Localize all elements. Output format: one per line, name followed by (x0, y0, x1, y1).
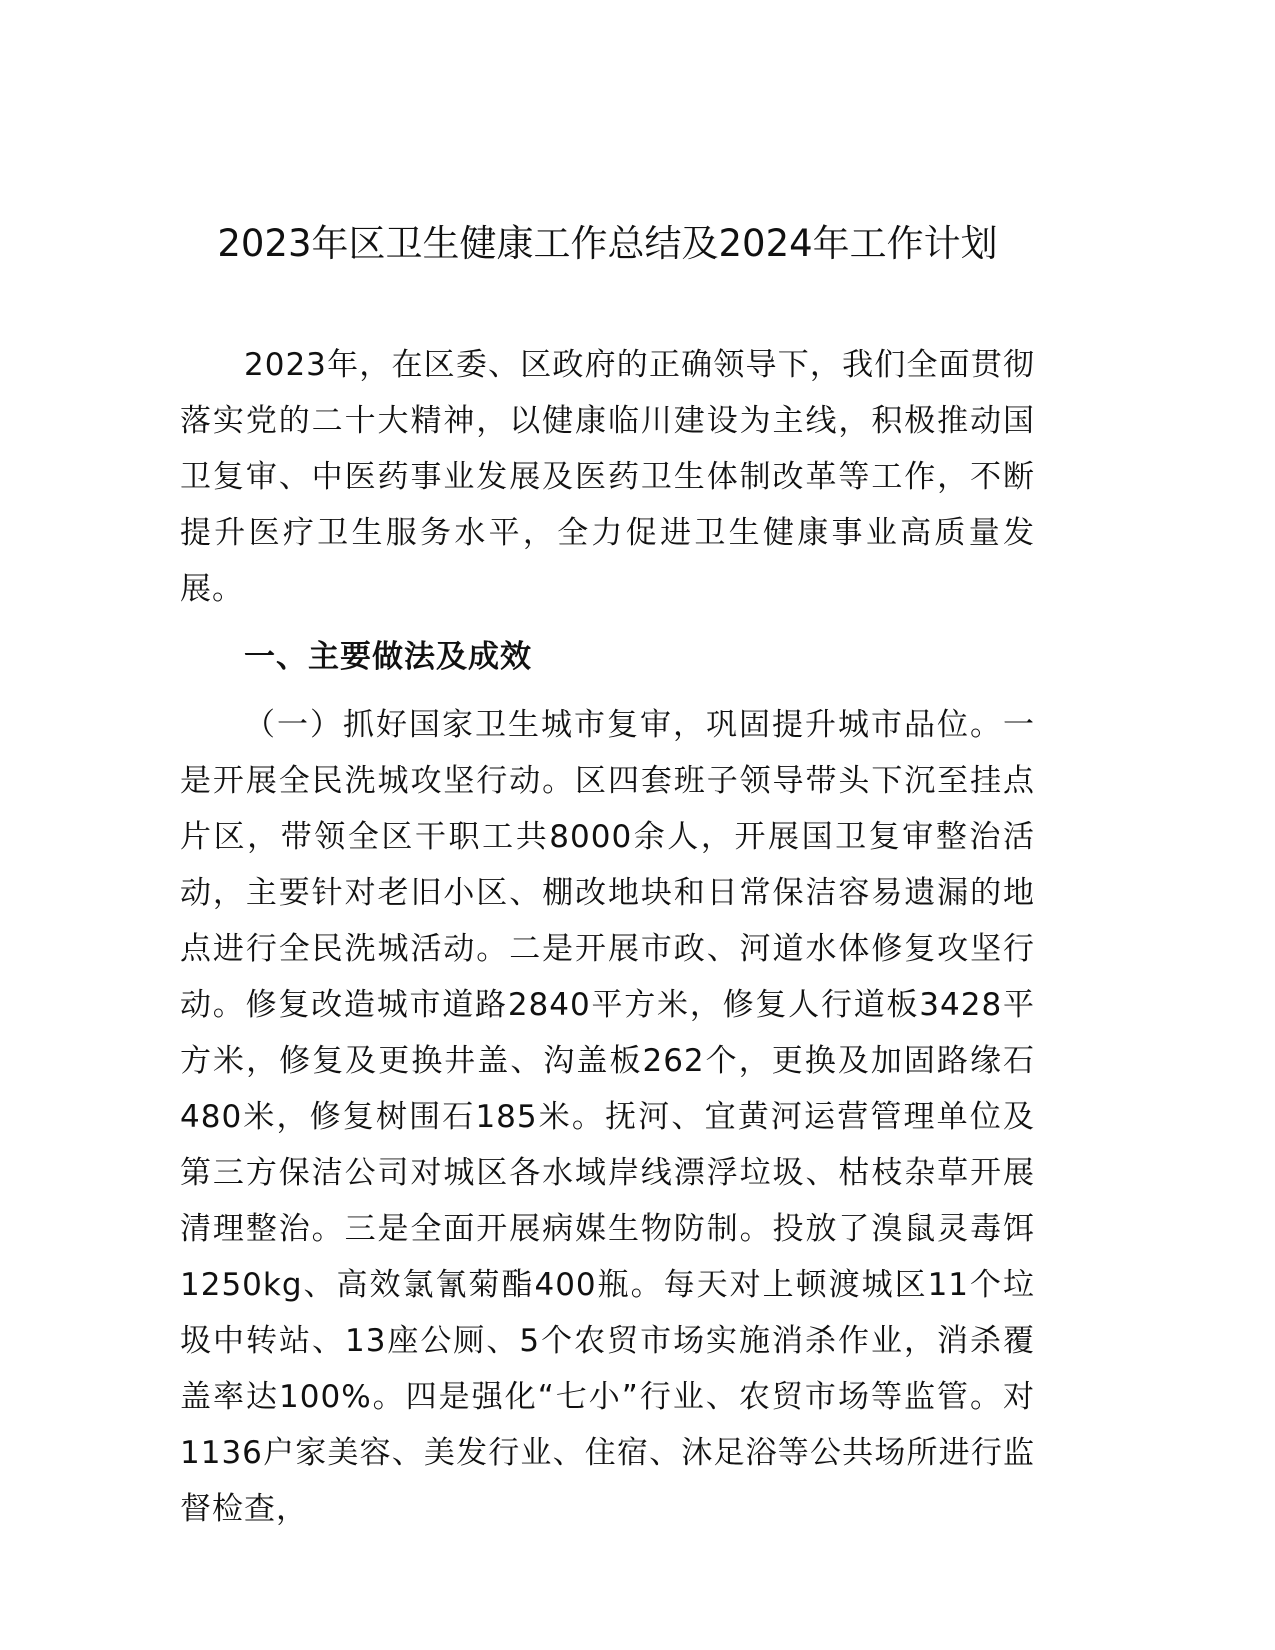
body-paragraph: （一）抓好国家卫生城市复审，巩固提升城市品位。一是开展全民洗城攻坚行动。区四套班子领导带头下沉至挂点片区，带领全区干职工共8000余人，开展国卫复审整治活动，主要针对老旧小区、棚改地块和日常保洁容易遗漏的地点进行全民洗城活动。二是开展市政、河道水体修复攻坚行动。修复改造城市道路2840平方米，修复人行道板3428平方米，修复及更换井盖、沟盖板262个，更换及加固路缘石480米，修复树围石185米。抚河、宜黄河运营管理单位及第三方保洁公司对城区各水域岸线漂浮垃圾、枯枝杂草开展清理整治。三是全面开展病媒生物防制。投放了溴鼠灵毒饵1250kg、高效氯氰菊酯400瓶。每天对上顿渡城区11个垃圾中转站、13座公厕、5个农贸市场实施消杀作业，消杀覆盖率达100%。四是强化“七小”行业、农贸市场等监管。对1136户家美容、美发行业、住宿、沐足浴等公共场所进行监督检查， (180, 707, 1035, 1527)
document-body (180, 337, 1035, 1537)
document-title: 2023年区卫生健康工作总结及2024年工作计划 (217, 222, 998, 265)
section-heading: 一、主要做法及成效 (244, 639, 532, 675)
intro-paragraph: 2023年，在区委、区政府的正确领导下，我们全面贯彻落实党的二十大精神，以健康临川建设为主线，积极推动国卫复审、中医药事业发展及医药卫生体制改革等工作，不断提升医疗卫生服务水平，全力促进卫生健康事业高质量发展。 (180, 347, 1035, 607)
